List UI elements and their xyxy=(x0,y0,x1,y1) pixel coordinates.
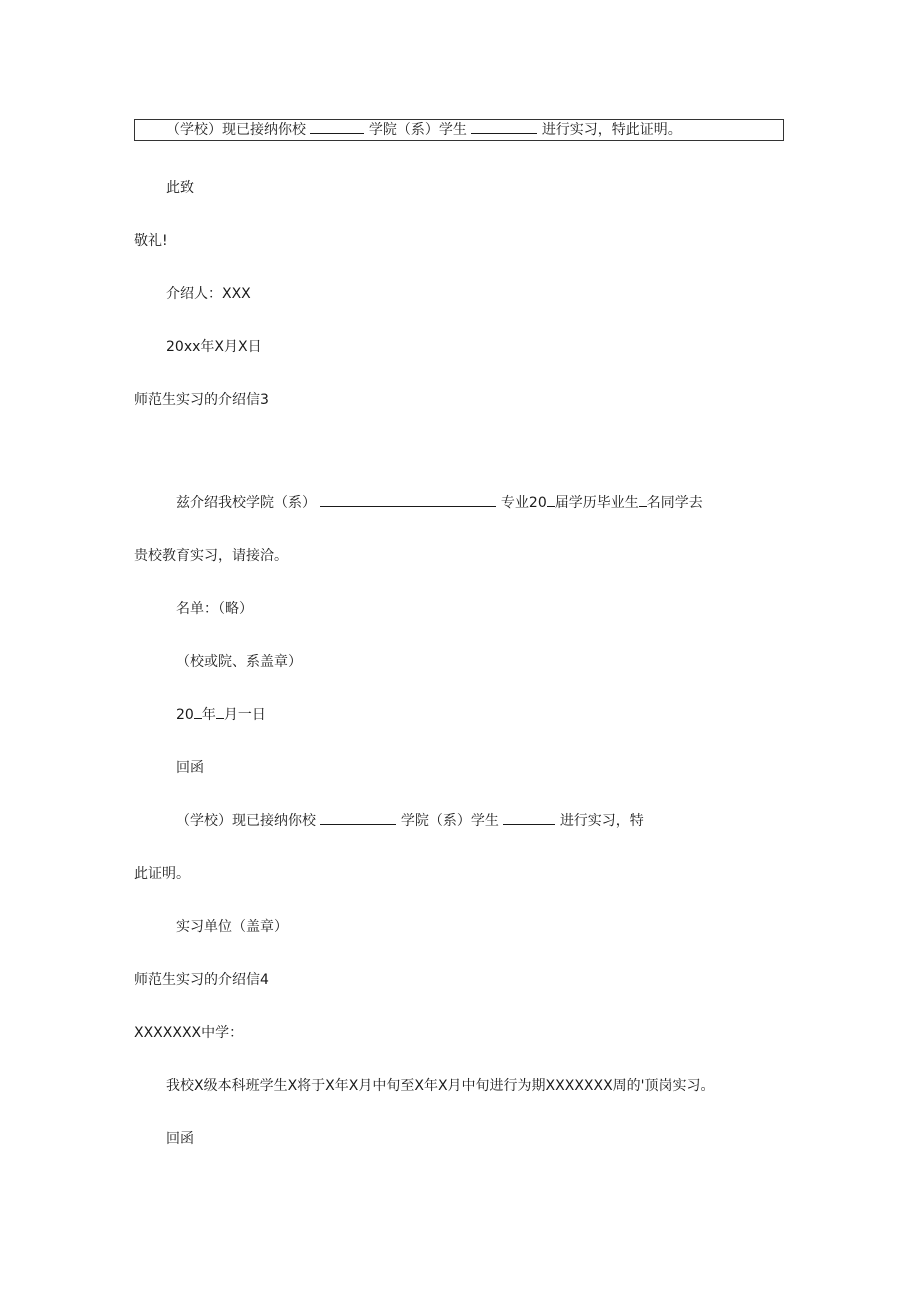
salutation-ci-zhi: 此致 xyxy=(166,180,194,196)
salutation-jing-li: 敬礼! xyxy=(134,233,168,249)
letter3-intro-line2: 贵校教育实习，请接洽。 xyxy=(134,548,288,564)
blank-year-field xyxy=(547,493,555,507)
blank-major-field xyxy=(320,493,496,507)
reply-box-text xyxy=(166,120,682,140)
letter3-reply-b: 学院（系）学生 xyxy=(400,813,499,829)
blank-date-month xyxy=(216,705,224,719)
blank-count-field xyxy=(639,493,647,507)
letter3-date-a: 20 xyxy=(176,707,194,723)
heading-letter-3: 师范生实习的介绍信3 xyxy=(134,392,269,408)
blank-date-year xyxy=(194,705,202,719)
blank-student-field xyxy=(471,120,537,134)
letter3-intro-a: 兹介绍我校学院（系） xyxy=(176,495,316,511)
letter3-reply-c: 进行实习，特 xyxy=(559,813,644,829)
letter3-reply-a: （学校）现已接纳你校 xyxy=(176,813,316,829)
letter3-reply-line2: 此证明。 xyxy=(134,866,190,882)
date-line: 20xx年X月X日 xyxy=(166,339,262,355)
letter4-body: 我校X级本科班学生X将于X年X月中旬至X年X月中旬进行为期XXXXXXX周的'顶岗实习。 xyxy=(166,1078,715,1094)
letter3-intro-c: 届学历毕业生 xyxy=(554,495,639,511)
reply-text-part1: （学校）现已接纳你校 xyxy=(166,122,306,138)
blank-student-field-2 xyxy=(503,811,555,825)
reply-text-part2: 学院（系）学生 xyxy=(368,122,467,138)
letter3-reply-line xyxy=(176,811,644,831)
letter3-names: 名单：（略） xyxy=(176,601,253,617)
blank-school-field-2 xyxy=(320,811,396,825)
letter3-unit: 实习单位（盖章） xyxy=(176,919,288,935)
letter3-date xyxy=(176,705,266,725)
letter3-intro-b: 专业20 xyxy=(500,495,547,511)
letter3-date-b: 年 xyxy=(201,707,216,723)
letter4-recipient: XXXXXXX中学： xyxy=(134,1025,244,1041)
letter4-reply-label: 回函 xyxy=(166,1131,194,1147)
introducer: 介绍人：XXX xyxy=(166,286,251,302)
heading-letter-4: 师范生实习的介绍信4 xyxy=(134,972,269,988)
letter3-seal: （校或院、系盖章） xyxy=(176,654,302,670)
letter3-reply-label: 回函 xyxy=(176,760,204,776)
blank-school-field xyxy=(310,120,364,134)
reply-text-part3: 进行实习，特此证明。 xyxy=(541,122,682,138)
letter3-intro-d: 名同学去 xyxy=(646,495,703,511)
letter3-intro-line xyxy=(176,493,703,513)
letter3-date-c: 月一日 xyxy=(223,707,266,723)
